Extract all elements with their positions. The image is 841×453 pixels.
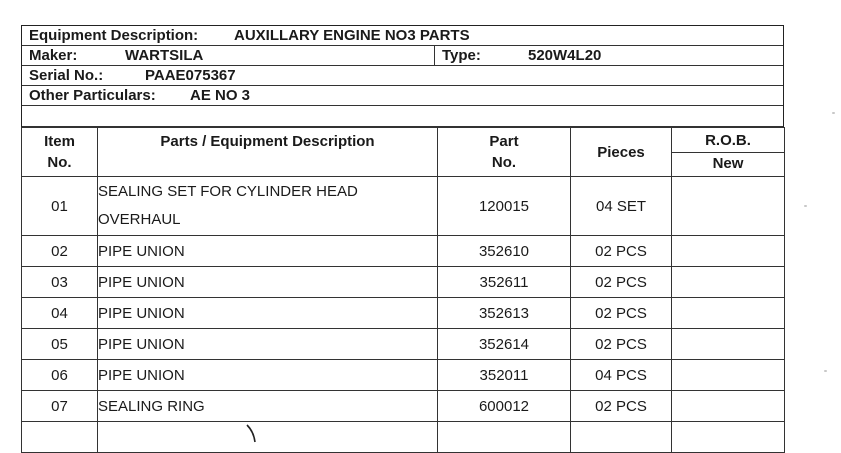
type-cell (434, 46, 602, 65)
rob-cell (672, 298, 785, 329)
item-cell: 06 (22, 360, 98, 391)
col-part-label-1: Part (489, 133, 519, 150)
scan-speck (824, 370, 827, 372)
scan-speck (832, 112, 835, 114)
table-header-row (22, 128, 785, 177)
rob-cell (672, 360, 785, 391)
table-row (22, 267, 785, 298)
col-item-label-2: No. (47, 154, 72, 171)
pieces-cell-empty (571, 422, 672, 453)
table-row (22, 298, 785, 329)
part-cell: 600012 (438, 391, 571, 422)
rob-cell (672, 236, 785, 267)
item-cell: 07 (22, 391, 98, 422)
other-particulars-value: AE NO 3 (190, 87, 251, 104)
maker-value: WARTSILA (125, 47, 204, 64)
item-cell: 03 (22, 267, 98, 298)
table-row (22, 360, 785, 391)
item-cell: 05 (22, 329, 98, 360)
part-cell: 352613 (438, 298, 571, 329)
type-value: 520W4L20 (528, 47, 602, 64)
pen-mark (245, 423, 275, 443)
col-rob-label: R.O.B. (672, 130, 784, 153)
table-row (22, 177, 785, 236)
rob-cell (672, 329, 785, 360)
desc-line-2: OVERHAUL (98, 211, 181, 228)
parts-table (21, 127, 785, 453)
item-cell: 01 (22, 177, 98, 236)
maker-row (22, 46, 783, 66)
scan-speck (804, 205, 807, 207)
desc-cell (98, 177, 438, 236)
part-cell: 352614 (438, 329, 571, 360)
col-desc-header: Parts / Equipment Description (98, 128, 438, 177)
part-cell: 352611 (438, 267, 571, 298)
type-label: Type: (442, 47, 481, 64)
pieces-cell: 02 PCS (571, 329, 672, 360)
rob-cell (672, 267, 785, 298)
pieces-cell: 02 PCS (571, 267, 672, 298)
table-row (22, 391, 785, 422)
serial-label: Serial No.: (29, 67, 104, 84)
table-row (22, 329, 785, 360)
pieces-cell: 02 PCS (571, 298, 672, 329)
other-particulars-row (22, 86, 783, 106)
col-item-header (22, 128, 98, 177)
rob-cell (672, 177, 785, 236)
equipment-label: Equipment Description: (29, 27, 199, 44)
col-rob-new-label: New (712, 155, 744, 172)
item-cell: 02 (22, 236, 98, 267)
desc-cell: SEALING RING (98, 391, 438, 422)
pieces-cell: 04 SET (571, 177, 672, 236)
rob-cell-empty (672, 422, 785, 453)
col-part-header (438, 128, 571, 177)
part-cell: 352610 (438, 236, 571, 267)
desc-cell: PIPE UNION (98, 329, 438, 360)
col-item-label-1: Item (44, 133, 75, 150)
desc-cell: PIPE UNION (98, 298, 438, 329)
equipment-row (22, 26, 783, 46)
desc-cell: PIPE UNION (98, 236, 438, 267)
item-cell: 04 (22, 298, 98, 329)
col-rob-header (672, 128, 785, 177)
desc-cell: PIPE UNION (98, 360, 438, 391)
rob-cell (672, 391, 785, 422)
col-part-label-2: No. (491, 154, 517, 171)
serial-row (22, 66, 783, 86)
blank-row (22, 106, 783, 127)
maker-label: Maker: (29, 47, 78, 64)
col-pieces-header: Pieces (571, 128, 672, 177)
pieces-cell: 04 PCS (571, 360, 672, 391)
table-row (22, 236, 785, 267)
item-cell-empty (22, 422, 98, 453)
equipment-value: AUXILLARY ENGINE NO3 PARTS (234, 27, 470, 44)
table-row-partial (22, 422, 785, 453)
part-cell-empty (438, 422, 571, 453)
serial-value: PAAE075367 (145, 67, 236, 84)
parts-sheet (21, 25, 784, 445)
part-cell: 120015 (438, 177, 571, 236)
part-cell: 352011 (438, 360, 571, 391)
desc-cell: PIPE UNION (98, 267, 438, 298)
desc-line-1: SEALING SET FOR CYLINDER HEAD (98, 183, 358, 200)
pieces-cell: 02 PCS (571, 236, 672, 267)
other-particulars-label: Other Particulars: (29, 87, 156, 104)
pieces-cell: 02 PCS (571, 391, 672, 422)
equipment-header (21, 25, 784, 127)
